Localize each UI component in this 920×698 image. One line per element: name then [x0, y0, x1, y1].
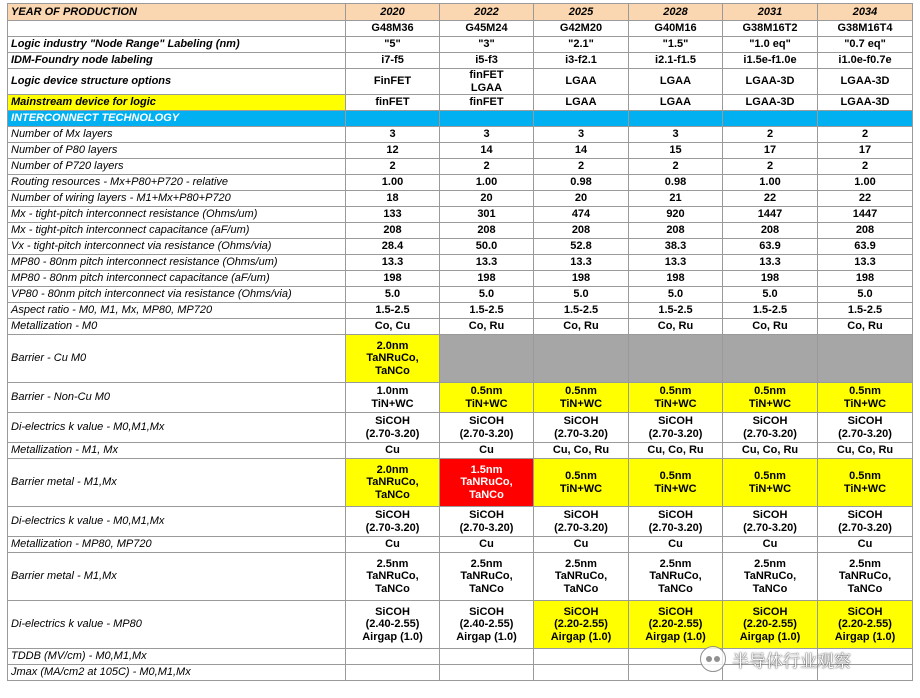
- table-cell: 38.3: [629, 239, 723, 255]
- table-cell: 198: [629, 271, 723, 287]
- table-cell: Co, Ru: [534, 319, 629, 335]
- table-cell: 0.5nm TiN+WC: [534, 459, 629, 507]
- table-cell: 198: [818, 271, 913, 287]
- table-row: [8, 443, 913, 459]
- table-cell: 20: [440, 191, 534, 207]
- roadmap-table: [7, 3, 913, 681]
- row-label: Di-electrics k value - MP80: [8, 601, 346, 649]
- table-row: [8, 537, 913, 553]
- row-label: [8, 21, 346, 37]
- table-cell: SiCOH (2.70-3.20): [440, 507, 534, 537]
- table-row: [8, 53, 913, 69]
- row-label: Di-electrics k value - M0,M1,Mx: [8, 507, 346, 537]
- table-cell: LGAA: [534, 95, 629, 111]
- table-cell: [534, 111, 629, 127]
- table-cell: [534, 335, 629, 383]
- table-cell: 198: [440, 271, 534, 287]
- row-label: Number of Mx layers: [8, 127, 346, 143]
- table-cell: 5.0: [723, 287, 818, 303]
- table-cell: 0.5nm TiN+WC: [723, 459, 818, 507]
- table-cell: FinFET: [346, 69, 440, 95]
- row-label: Barrier metal - M1,Mx: [8, 553, 346, 601]
- table-row: [8, 303, 913, 319]
- table-cell: 208: [818, 223, 913, 239]
- table-cell: finFET: [440, 95, 534, 111]
- row-label: Barrier - Cu M0: [8, 335, 346, 383]
- table-cell: "5": [346, 37, 440, 53]
- table-cell: i5-f3: [440, 53, 534, 69]
- table-cell: [629, 335, 723, 383]
- table-row: [8, 159, 913, 175]
- row-label: Logic device structure options: [8, 69, 346, 95]
- table-cell: Cu: [629, 537, 723, 553]
- table-cell: 3: [534, 127, 629, 143]
- table-cell: Cu, Co, Ru: [723, 443, 818, 459]
- table-cell: 63.9: [723, 239, 818, 255]
- table-cell: [723, 111, 818, 127]
- table-body: [8, 4, 913, 681]
- table-cell: 22: [723, 191, 818, 207]
- table-row: [8, 95, 913, 111]
- row-label: Aspect ratio - M0, M1, Mx, MP80, MP720: [8, 303, 346, 319]
- table-cell: SiCOH (2.70-3.20): [629, 413, 723, 443]
- table-row: [8, 287, 913, 303]
- header-row: [8, 4, 913, 21]
- table-cell: 13.3: [818, 255, 913, 271]
- table-cell: 13.3: [629, 255, 723, 271]
- table-cell: 920: [629, 207, 723, 223]
- header-label: YEAR OF PRODUCTION: [8, 4, 346, 21]
- table-cell: Cu: [440, 537, 534, 553]
- row-label: Number of P720 layers: [8, 159, 346, 175]
- table-cell: LGAA: [629, 69, 723, 95]
- table-cell: 15: [629, 143, 723, 159]
- table-cell: 2.5nm TaNRuCo, TaNCo: [723, 553, 818, 601]
- table-cell: 5.0: [534, 287, 629, 303]
- table-cell: G40M16: [629, 21, 723, 37]
- table-row: [8, 335, 913, 383]
- table-cell: 14: [440, 143, 534, 159]
- table-cell: 0.5nm TiN+WC: [534, 383, 629, 413]
- table-cell: 0.98: [629, 175, 723, 191]
- table-cell: SiCOH (2.70-3.20): [818, 413, 913, 443]
- table-row: [8, 69, 913, 95]
- table-row: [8, 143, 913, 159]
- table-cell: i3-f2.1: [534, 53, 629, 69]
- table-cell: 1.00: [723, 175, 818, 191]
- table-cell: 13.3: [723, 255, 818, 271]
- row-label: MP80 - 80nm pitch interconnect capacitance (aF/um): [8, 271, 346, 287]
- table-cell: "1.5": [629, 37, 723, 53]
- table-cell: [440, 649, 534, 665]
- row-label: Number of P80 layers: [8, 143, 346, 159]
- table-cell: 2: [440, 159, 534, 175]
- table-cell: 1.5-2.5: [818, 303, 913, 319]
- table-cell: 18: [346, 191, 440, 207]
- table-cell: Co, Ru: [440, 319, 534, 335]
- table-cell: 28.4: [346, 239, 440, 255]
- row-label: Mainstream device for logic: [8, 95, 346, 111]
- table-cell: 3: [346, 127, 440, 143]
- row-label: Jmax (MA/cm2 at 105C) - M0,M1,Mx: [8, 665, 346, 681]
- table-row: [8, 413, 913, 443]
- table-cell: 63.9: [818, 239, 913, 255]
- table-row: [8, 319, 913, 335]
- table-cell: Cu: [534, 537, 629, 553]
- table-cell: LGAA-3D: [723, 69, 818, 95]
- row-label: Number of wiring layers - M1+Mx+P80+P720: [8, 191, 346, 207]
- year-cell: 2034: [818, 4, 913, 21]
- table-cell: 2.5nm TaNRuCo, TaNCo: [629, 553, 723, 601]
- table-row: [8, 21, 913, 37]
- row-label: Metallization - MP80, MP720: [8, 537, 346, 553]
- table-cell: 2: [534, 159, 629, 175]
- row-label: Vx - tight-pitch interconnect via resistance (Ohms/via): [8, 239, 346, 255]
- table-cell: G42M20: [534, 21, 629, 37]
- row-label: Metallization - M0: [8, 319, 346, 335]
- watermark-text: 半导体行业观察: [732, 651, 851, 672]
- table-cell: SiCOH (2.40-2.55) Airgap (1.0): [440, 601, 534, 649]
- row-label: Barrier - Non-Cu M0: [8, 383, 346, 413]
- table-row: [8, 127, 913, 143]
- table-cell: 2: [818, 159, 913, 175]
- table-cell: LGAA-3D: [818, 69, 913, 95]
- table-cell: "1.0 eq": [723, 37, 818, 53]
- table-cell: 20: [534, 191, 629, 207]
- table-cell: Cu, Co, Ru: [818, 443, 913, 459]
- table-cell: SiCOH (2.70-3.20): [723, 507, 818, 537]
- table-cell: [346, 649, 440, 665]
- table-cell: SiCOH (2.20-2.55) Airgap (1.0): [534, 601, 629, 649]
- table-cell: Cu: [346, 537, 440, 553]
- table-cell: SiCOH (2.70-3.20): [818, 507, 913, 537]
- table-row: [8, 207, 913, 223]
- table-row: [8, 191, 913, 207]
- table-cell: 133: [346, 207, 440, 223]
- row-label: TDDB (MV/cm) - M0,M1,Mx: [8, 649, 346, 665]
- table-cell: Cu: [723, 537, 818, 553]
- table-cell: 5.0: [629, 287, 723, 303]
- table-cell: SiCOH (2.70-3.20): [534, 507, 629, 537]
- table-cell: 2.5nm TaNRuCo, TaNCo: [346, 553, 440, 601]
- table-cell: 2.0nm TaNRuCo, TaNCo: [346, 335, 440, 383]
- table-cell: "0.7 eq": [818, 37, 913, 53]
- table-cell: G48M36: [346, 21, 440, 37]
- table-cell: G45M24: [440, 21, 534, 37]
- table-cell: 2.0nm TaNRuCo, TaNCo: [346, 459, 440, 507]
- table-cell: 3: [629, 127, 723, 143]
- table-cell: 12: [346, 143, 440, 159]
- table-row: [8, 239, 913, 255]
- table-cell: 0.5nm TiN+WC: [818, 383, 913, 413]
- year-cell: 2022: [440, 4, 534, 21]
- table-cell: 5.0: [346, 287, 440, 303]
- year-cell: 2031: [723, 4, 818, 21]
- table-row: [8, 111, 913, 127]
- table-cell: 2: [818, 127, 913, 143]
- table-cell: 208: [440, 223, 534, 239]
- row-label: Routing resources - Mx+P80+P720 - relative: [8, 175, 346, 191]
- row-label: VP80 - 80nm pitch interconnect via resistance (Ohms/via): [8, 287, 346, 303]
- table-cell: 2: [629, 159, 723, 175]
- table-cell: SiCOH (2.20-2.55) Airgap (1.0): [818, 601, 913, 649]
- table-row: [8, 601, 913, 649]
- table-cell: SiCOH (2.70-3.20): [346, 413, 440, 443]
- table-cell: 0.5nm TiN+WC: [440, 383, 534, 413]
- table-cell: SiCOH (2.70-3.20): [440, 413, 534, 443]
- table-cell: LGAA: [534, 69, 629, 95]
- table-cell: SiCOH (2.70-3.20): [534, 413, 629, 443]
- table-cell: G38M16T2: [723, 21, 818, 37]
- row-label: MP80 - 80nm pitch interconnect resistance (Ohms/um): [8, 255, 346, 271]
- table-cell: 50.0: [440, 239, 534, 255]
- table-cell: SiCOH (2.20-2.55) Airgap (1.0): [629, 601, 723, 649]
- table-cell: [818, 111, 913, 127]
- table-row: [8, 507, 913, 537]
- row-label: INTERCONNECT TECHNOLOGY: [8, 111, 346, 127]
- table-cell: Cu, Co, Ru: [534, 443, 629, 459]
- table-cell: 1.00: [818, 175, 913, 191]
- table-cell: 5.0: [440, 287, 534, 303]
- table-row: [8, 383, 913, 413]
- table-row: [8, 255, 913, 271]
- table-row: [8, 271, 913, 287]
- table-cell: 3: [440, 127, 534, 143]
- table-cell: 208: [534, 223, 629, 239]
- table-cell: 1.00: [440, 175, 534, 191]
- table-cell: 22: [818, 191, 913, 207]
- table-cell: 21: [629, 191, 723, 207]
- table-cell: 1.5-2.5: [440, 303, 534, 319]
- table-cell: 17: [723, 143, 818, 159]
- row-label: Logic industry "Node Range" Labeling (nm): [8, 37, 346, 53]
- table-cell: 208: [723, 223, 818, 239]
- table-cell: [440, 665, 534, 681]
- table-cell: 2.5nm TaNRuCo, TaNCo: [534, 553, 629, 601]
- row-label: IDM-Foundry node labeling: [8, 53, 346, 69]
- table-cell: [440, 111, 534, 127]
- table-cell: 1447: [723, 207, 818, 223]
- table-cell: Co, Ru: [818, 319, 913, 335]
- table-cell: [440, 335, 534, 383]
- row-label: Mx - tight-pitch interconnect resistance (Ohms/um): [8, 207, 346, 223]
- table-cell: 1.0nm TiN+WC: [346, 383, 440, 413]
- table-cell: [723, 335, 818, 383]
- row-label: Di-electrics k value - M0,M1,Mx: [8, 413, 346, 443]
- table-cell: SiCOH (2.40-2.55) Airgap (1.0): [346, 601, 440, 649]
- table-cell: Cu: [818, 537, 913, 553]
- table-cell: 0.98: [534, 175, 629, 191]
- table-cell: G38M16T4: [818, 21, 913, 37]
- table-cell: SiCOH (2.70-3.20): [346, 507, 440, 537]
- row-label: Metallization - M1, Mx: [8, 443, 346, 459]
- table-cell: LGAA: [629, 95, 723, 111]
- table-cell: i7-f5: [346, 53, 440, 69]
- table-cell: 301: [440, 207, 534, 223]
- table-cell: 198: [346, 271, 440, 287]
- table-cell: [534, 649, 629, 665]
- table-cell: 0.5nm TiN+WC: [818, 459, 913, 507]
- table-cell: 14: [534, 143, 629, 159]
- year-cell: 2025: [534, 4, 629, 21]
- table-cell: 1447: [818, 207, 913, 223]
- table-cell: finFET: [346, 95, 440, 111]
- table-cell: LGAA-3D: [818, 95, 913, 111]
- table-cell: i1.5e-f1.0e: [723, 53, 818, 69]
- table-row: [8, 223, 913, 239]
- table-cell: 2: [346, 159, 440, 175]
- table-cell: "2.1": [534, 37, 629, 53]
- table-cell: Cu: [346, 443, 440, 459]
- table-cell: 208: [629, 223, 723, 239]
- table-cell: 2.5nm TaNRuCo, TaNCo: [440, 553, 534, 601]
- table-cell: Cu, Co, Ru: [629, 443, 723, 459]
- table-cell: [818, 335, 913, 383]
- table-cell: 2: [723, 127, 818, 143]
- table-cell: 1.5-2.5: [629, 303, 723, 319]
- table-cell: 1.5-2.5: [723, 303, 818, 319]
- table-cell: Co, Ru: [723, 319, 818, 335]
- table-cell: 1.00: [346, 175, 440, 191]
- table-cell: 1.5-2.5: [534, 303, 629, 319]
- row-label: Barrier metal - M1,Mx: [8, 459, 346, 507]
- table-cell: SiCOH (2.20-2.55) Airgap (1.0): [723, 601, 818, 649]
- table-cell: 1.5nm TaNRuCo, TaNCo: [440, 459, 534, 507]
- table-cell: SiCOH (2.70-3.20): [723, 413, 818, 443]
- table-cell: [346, 665, 440, 681]
- table-row: [8, 37, 913, 53]
- table-cell: 52.8: [534, 239, 629, 255]
- year-cell: 2020: [346, 4, 440, 21]
- table-cell: 17: [818, 143, 913, 159]
- table-cell: 13.3: [440, 255, 534, 271]
- table-cell: [534, 665, 629, 681]
- table-cell: 198: [723, 271, 818, 287]
- table-cell: 2: [723, 159, 818, 175]
- table-cell: 5.0: [818, 287, 913, 303]
- table-cell: i2.1-f1.5: [629, 53, 723, 69]
- table-cell: Cu: [440, 443, 534, 459]
- wechat-icon: [700, 646, 726, 672]
- table-cell: 198: [534, 271, 629, 287]
- table-cell: [346, 111, 440, 127]
- table-cell: Co, Cu: [346, 319, 440, 335]
- watermark: [700, 645, 851, 673]
- table-cell: 0.5nm TiN+WC: [629, 383, 723, 413]
- table-cell: 13.3: [534, 255, 629, 271]
- table-cell: LGAA-3D: [723, 95, 818, 111]
- table-row: [8, 459, 913, 507]
- year-cell: 2028: [629, 4, 723, 21]
- table-cell: 2.5nm TaNRuCo, TaNCo: [818, 553, 913, 601]
- table-cell: "3": [440, 37, 534, 53]
- table-cell: 0.5nm TiN+WC: [723, 383, 818, 413]
- table-cell: 13.3: [346, 255, 440, 271]
- row-label: Mx - tight-pitch interconnect capacitance (aF/um): [8, 223, 346, 239]
- table-cell: finFET LGAA: [440, 69, 534, 95]
- table-cell: i1.0e-f0.7e: [818, 53, 913, 69]
- table-cell: 1.5-2.5: [346, 303, 440, 319]
- table-cell: 208: [346, 223, 440, 239]
- table-cell: 474: [534, 207, 629, 223]
- table-cell: [629, 111, 723, 127]
- table-cell: SiCOH (2.70-3.20): [629, 507, 723, 537]
- table-row: [8, 553, 913, 601]
- table-cell: 0.5nm TiN+WC: [629, 459, 723, 507]
- table-row: [8, 175, 913, 191]
- table-cell: Co, Ru: [629, 319, 723, 335]
